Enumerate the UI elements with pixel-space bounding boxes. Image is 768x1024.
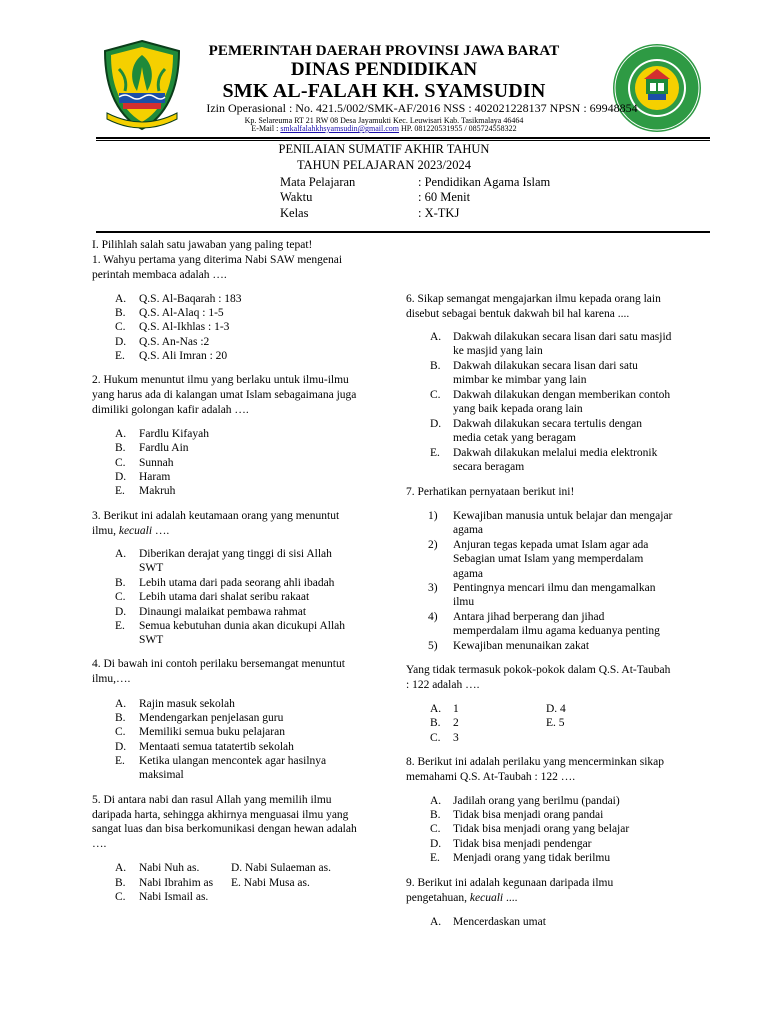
question-5-option-a[interactable] <box>115 861 126 876</box>
option-letter: D. <box>430 418 442 430</box>
option-text: Tidak bisa menjadi orang yang belajar <box>453 823 630 835</box>
option-letter: C. <box>430 389 441 401</box>
question-8-option-b[interactable] <box>430 808 441 823</box>
question-6-line: disebut sebagai bentuk dakwah bil hal karena .... <box>406 308 630 320</box>
q9-ellipsis: .... <box>503 892 518 904</box>
question-1-line: perintah membaca adalah …. <box>92 269 227 281</box>
option-text: Fardlu Kifayah <box>139 428 209 440</box>
question-6-option-d[interactable] <box>430 417 441 432</box>
option-text: 1 <box>453 703 459 715</box>
q9-kecuali: kecuali <box>469 892 504 904</box>
statement-number: 4) <box>428 611 438 623</box>
question-1-line: 1. Wahyu pertama yang diterima Nabi SAW mengenai <box>92 254 343 266</box>
question-5-option-b[interactable] <box>115 876 126 891</box>
statement-text: Kewajiban menunaikan zakat <box>453 640 590 652</box>
option-text: Mencerdaskan umat <box>453 916 546 928</box>
question-8-option-a[interactable] <box>430 794 441 809</box>
statement-text: Antara jihad berperang dan jihad <box>453 611 605 623</box>
statement-number: 2) <box>428 539 438 551</box>
statement-text: Pentingnya mencari ilmu dan mengamalkan <box>453 582 656 594</box>
option-letter: A. <box>430 703 442 715</box>
option-letter: B. <box>430 717 441 729</box>
option-letter: B. <box>115 442 126 454</box>
question-9-line <box>406 891 517 906</box>
question-4-line: 4. Di bawah ini contoh perilaku bersemangat menuntut <box>92 658 345 670</box>
question-6-line: 6. Sikap semangat mengajarkan ilmu kepada orang lain <box>406 293 661 305</box>
option-text: Mentaati semua tatatertib sekolah <box>139 741 294 753</box>
option-text: ke masjid yang lain <box>453 345 543 357</box>
question-2-option-e[interactable] <box>115 484 125 499</box>
question-4-option-e[interactable] <box>115 754 125 769</box>
phone-text: HP. 081220531955 / 085724558322 <box>399 124 517 133</box>
option-text: Tidak bisa menjadi orang pandai <box>453 809 604 821</box>
option-text: Nabi Ismail as. <box>139 891 209 903</box>
option-text: Dakwah dilakukan secara tertulis dengan <box>453 418 643 430</box>
option-letter: A. <box>430 916 442 928</box>
question-5-option-e[interactable]: E. Nabi Musa as. <box>231 877 310 889</box>
option-letter: D. <box>115 471 127 483</box>
question-5-line: …. <box>92 838 107 850</box>
question-5-option-c[interactable] <box>115 890 126 905</box>
option-letter: A. <box>115 293 127 305</box>
option-text: Lebih utama dari shalat seribu rakaat <box>139 591 310 603</box>
option-letter: A. <box>430 795 442 807</box>
option-text: Sunnah <box>139 457 174 469</box>
option-text: Jadilah orang yang berilmu (pandai) <box>453 795 620 807</box>
question-7-option-c[interactable] <box>430 731 441 746</box>
option-letter: C. <box>115 726 126 738</box>
info-label: Waktu <box>280 190 313 204</box>
question-3-option-e[interactable] <box>115 619 125 634</box>
option-letter: E. <box>430 447 440 459</box>
info-divider <box>96 231 710 233</box>
question-6-option-c[interactable] <box>430 388 441 403</box>
question-1-option-e[interactable] <box>115 349 125 364</box>
option-text: Tidak bisa menjadi pendengar <box>453 838 592 850</box>
option-letter: E. <box>115 620 125 632</box>
question-7-option-e[interactable]: E. 5 <box>546 717 565 729</box>
question-2-line: dimiliki golongan kafir adalah …. <box>92 404 249 416</box>
question-3-option-a[interactable] <box>115 547 126 562</box>
option-text: Menjadi orang yang tidak berilmu <box>453 852 611 864</box>
q3-kecuali: kecuali <box>118 525 153 537</box>
option-text: Rajin masuk sekolah <box>139 698 235 710</box>
question-3-line: 3. Berikut ini adalah keutamaan orang yang menuntut <box>92 510 340 522</box>
header-divider-thin <box>96 140 710 141</box>
statement-text: agama <box>453 524 484 536</box>
question-8-line: 8. Berikut ini adalah perilaku yang mencerminkan sikap <box>406 756 665 768</box>
question-6-option-a[interactable] <box>430 330 441 345</box>
option-text: Q.S. Al-Ikhlas : 1-3 <box>139 321 230 333</box>
exam-title: PENILAIAN SUMATIF AKHIR TAHUN <box>278 142 490 156</box>
option-letter: B. <box>115 877 126 889</box>
question-3-option-c[interactable] <box>115 590 126 605</box>
option-text: mimbar ke mimbar yang lain <box>453 374 587 386</box>
q9-text: pengetahuan, <box>406 892 470 904</box>
option-text: maksimal <box>139 769 184 781</box>
option-text: 3 <box>453 732 459 744</box>
option-text: Mendengarkan penjelasan guru <box>139 712 284 724</box>
question-2-option-a[interactable] <box>115 427 126 442</box>
header-department-line: DINAS PENDIDIKAN <box>290 59 478 80</box>
question-7-line: Yang tidak termasuk pokok-pokok dalam Q.S. At-Taubah <box>406 664 671 676</box>
option-text: Memiliki semua buku pelajaran <box>139 726 285 738</box>
question-8-option-d[interactable] <box>430 837 441 852</box>
question-7-option-d[interactable]: D. 4 <box>546 703 566 715</box>
option-letter: C. <box>115 591 126 603</box>
info-label: Mata Pelajaran <box>280 175 356 189</box>
option-letter: B. <box>115 712 126 724</box>
option-text: Dakwah dilakukan secara lisan dari satu <box>453 360 638 372</box>
option-letter: C. <box>430 823 441 835</box>
question-7-line: : 122 adalah …. <box>406 679 480 691</box>
option-text: 2 <box>453 717 459 729</box>
statement-number: 3) <box>428 582 438 594</box>
option-text: Dakwah dilakukan dengan memberikan contoh <box>453 389 671 401</box>
question-5-option-d[interactable]: D. Nabi Sulaeman as. <box>231 862 331 874</box>
question-4-option-d[interactable] <box>115 740 126 755</box>
option-text: secara beragam <box>453 461 525 473</box>
info-value: : 60 Menit <box>418 190 471 204</box>
option-letter: D. <box>115 606 127 618</box>
question-1-option-a[interactable] <box>115 292 126 307</box>
question-1-option-d[interactable] <box>115 335 126 350</box>
statement-text: memperdalam ilmu agama keduanya penting <box>453 625 660 637</box>
q3-text: ilmu, <box>92 525 119 537</box>
option-text: Dinaungi malaikat pembawa rahmat <box>139 606 307 618</box>
option-letter: C. <box>430 732 441 744</box>
question-1-option-c[interactable] <box>115 320 126 335</box>
info-label: Kelas <box>280 206 309 220</box>
statement-text: Sebagian umat Islam yang memperdalam <box>453 553 644 565</box>
question-8-line: memahami Q.S. At-Taubah : 122 …. <box>406 771 576 783</box>
header-address-line: Kp. Selareuma RT 21 RW 08 Desa Jayamukti Kec. Leuwisari Kab. Tasikmalaya 46464 <box>244 116 524 125</box>
option-letter: B. <box>430 809 441 821</box>
option-text: Makruh <box>139 485 176 497</box>
option-text: Haram <box>139 471 171 483</box>
option-letter: E. <box>430 852 440 864</box>
question-4-option-a[interactable] <box>115 697 126 712</box>
option-text: SWT <box>139 634 164 646</box>
statement-number: 5) <box>428 640 438 652</box>
info-value: : X-TKJ <box>418 206 460 220</box>
option-letter: C. <box>115 321 126 333</box>
question-7-stem: 7. Perhatikan pernyataan berikut ini! <box>406 486 575 498</box>
option-letter: E. <box>115 485 125 497</box>
option-text: Semua kebutuhan dunia akan dicukupi Allah <box>139 620 345 632</box>
question-3-line <box>92 524 169 539</box>
statement-text: Kewajiban manusia untuk belajar dan mengajar <box>453 510 673 522</box>
header-license-line: Izin Operasional : No. 421.5/002/SMK-AF/2016 NSS : 402021228137 NPSN : 69948854 <box>206 101 638 115</box>
option-text: Lebih utama dari pada seorang ahli ibadah <box>139 577 335 589</box>
option-text: Q.S. Ali Imran : 20 <box>139 350 228 362</box>
question-2-option-d[interactable] <box>115 470 126 485</box>
exam-year: TAHUN PELAJARAN 2023/2024 <box>297 158 471 172</box>
q3-ellipsis: …. <box>152 525 170 537</box>
question-7-option-b[interactable] <box>430 716 441 731</box>
option-letter: D. <box>115 741 127 753</box>
info-value: : Pendidikan Agama Islam <box>418 175 551 189</box>
option-text: SWT <box>139 562 164 574</box>
header-government-line: PEMERINTAH DAERAH PROVINSI JAWA BARAT <box>208 43 560 59</box>
question-2-option-b[interactable] <box>115 441 126 456</box>
option-letter: A. <box>430 331 442 343</box>
email-label: E-Mail : <box>251 124 281 133</box>
question-4-option-b[interactable] <box>115 711 126 726</box>
question-2-option-c[interactable] <box>115 456 126 471</box>
question-5-line: sangat luas dan bisa berkomunikasi dengan hewan adalah <box>92 823 357 835</box>
option-text: Ketika ulangan mencontek agar hasilnya <box>139 755 327 767</box>
question-6-option-b[interactable] <box>430 359 441 374</box>
option-letter: A. <box>115 862 127 874</box>
statement-number: 1) <box>428 510 438 522</box>
option-letter: B. <box>430 360 441 372</box>
question-3-option-b[interactable] <box>115 576 126 591</box>
option-letter: A. <box>115 698 127 710</box>
option-text: Nabi Ibrahim as <box>139 877 214 889</box>
header-school-name: SMK AL-FALAH KH. SYAMSUDIN <box>222 80 546 102</box>
option-text: Dakwah dilakukan secara lisan dari satu masjid <box>453 331 672 343</box>
question-9-line: 9. Berikut ini adalah kegunaan daripada ilmu <box>406 877 614 889</box>
option-text: Q.S. Al-Alaq : 1-5 <box>139 307 224 319</box>
option-letter: E. <box>115 350 125 362</box>
question-7-option-a[interactable] <box>430 702 441 717</box>
option-letter: D. <box>430 838 442 850</box>
question-4-option-c[interactable] <box>115 725 126 740</box>
option-text: media cetak yang beragam <box>453 432 576 444</box>
question-2-line: yang harus ada di kalangan umat Islam sebagaimana juga <box>92 389 357 401</box>
option-text: yang baik kepada orang lain <box>453 403 583 415</box>
option-letter: C. <box>115 457 126 469</box>
option-letter: B. <box>115 307 126 319</box>
question-9-option-a[interactable] <box>430 915 441 930</box>
question-6-option-e[interactable] <box>430 446 440 461</box>
option-letter: E. <box>115 755 125 767</box>
option-text: Diberikan derajat yang tinggi di sisi Allah <box>139 548 332 560</box>
instruction-text: I. Pilihlah salah satu jawaban yang paling tepat! <box>92 239 313 251</box>
question-5-line: daripada harta, sehingga akhirnya menguasai ilmu yang <box>92 809 349 821</box>
question-1-option-b[interactable] <box>115 306 126 321</box>
question-2-line: 2. Hukum menuntut ilmu yang berlaku untuk ilmu-ilmu <box>92 374 349 386</box>
email-link[interactable]: smkalfalahkhsyamsudin@gmail.com <box>280 124 399 133</box>
option-text: Q.S. Al-Baqarah : 183 <box>139 293 242 305</box>
statement-text: ilmu <box>453 596 475 608</box>
option-letter: A. <box>115 548 127 560</box>
option-letter: D. <box>115 336 127 348</box>
option-text: Fardlu Ain <box>139 442 189 454</box>
option-text: Nabi Nuh as. <box>139 862 200 874</box>
question-8-option-e[interactable] <box>430 851 440 866</box>
option-letter: C. <box>115 891 126 903</box>
question-3-option-d[interactable] <box>115 605 126 620</box>
option-letter: A. <box>115 428 127 440</box>
question-8-option-c[interactable] <box>430 822 441 837</box>
header-divider-thick <box>96 137 710 139</box>
statement-text: Anjuran tegas kepada umat Islam agar ada <box>453 539 649 551</box>
option-letter: B. <box>115 577 126 589</box>
header-contact-line <box>0 124 768 133</box>
statement-text: agama <box>453 568 484 580</box>
question-5-line: 5. Di antara nabi dan rasul Allah yang memilih ilmu <box>92 794 332 806</box>
option-text: Dakwah dilakukan melalui media elektronik <box>453 447 658 459</box>
question-4-line: ilmu,…. <box>92 673 131 685</box>
option-text: Q.S. An-Nas :2 <box>139 336 210 348</box>
